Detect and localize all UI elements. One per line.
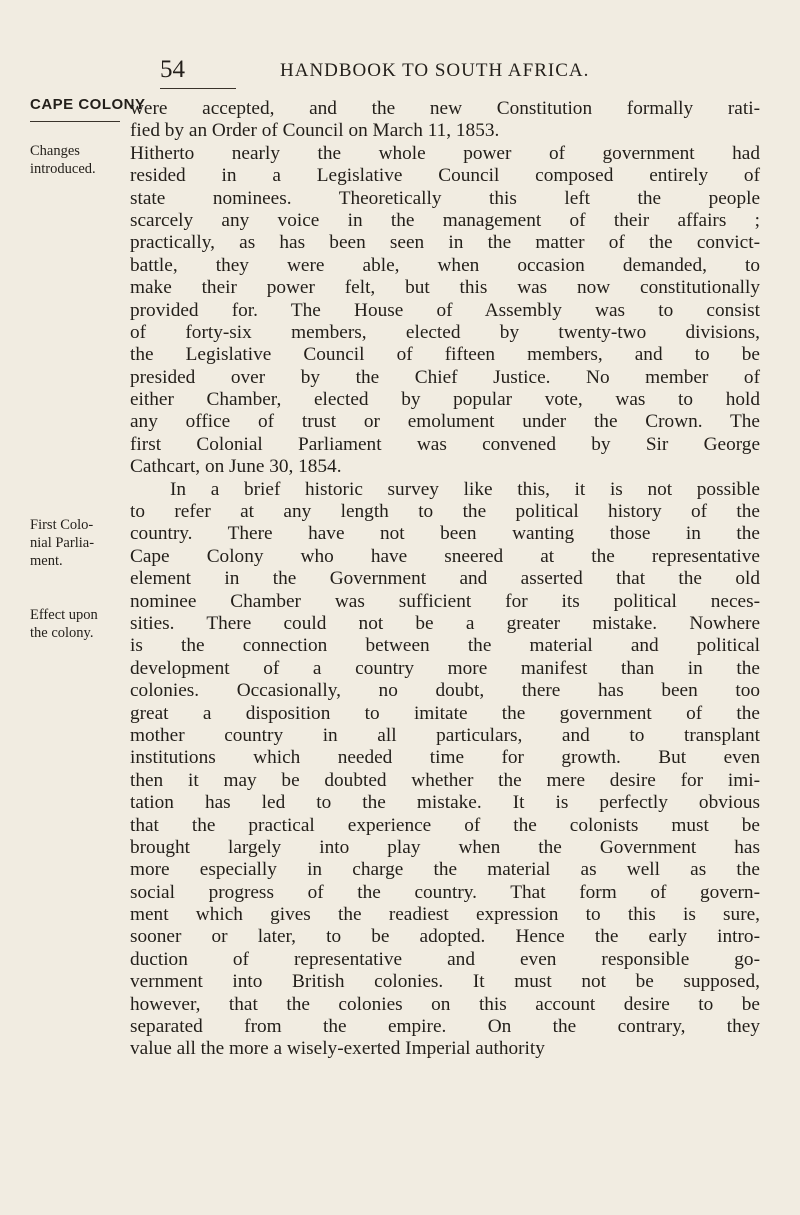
sidenote-line: the colony. [30,625,94,641]
text-line: state nominees. Theoretically this left the people [130,187,760,209]
text-line: that the practical experience of the colonists must be [130,814,760,836]
text-line: separated from the empire. On the contrary, they [130,1016,760,1038]
text-line: element in the Government and asserted that the old [130,568,760,590]
text-line: colonies. Occasionally, no doubt, there has been too [130,680,760,702]
text-line: first Colonial Parliament was convened by Sir George [130,433,760,455]
region-rule [30,121,120,122]
text-line: practically, as has been seen in the matter of the convict- [130,232,760,254]
text-line: value all the more a wisely-exerted Imperial authority [130,1038,545,1060]
text-line: development of a country more manifest than in the [130,657,760,679]
text-line: make their power felt, but this was now constitutionally [130,277,760,299]
text-line: sooner or later, to be adopted. Hence the early intro- [130,926,760,948]
text-line: battle, they were able, when occasion demanded, to [130,254,760,276]
text-line: is the connection between the material and political [130,635,760,657]
text-line: institutions which needed time for growth. But even [130,747,760,769]
text-line: fied by an Order of Council on March 11, 1853. [130,120,500,142]
body-text [130,98,760,1061]
text-line: country. There have not been wanting those in the [130,523,760,545]
sidenote-effect [30,606,122,642]
text-line: either Chamber, elected by popular vote, was to hold [130,389,760,411]
text-line: to refer at any length to the political history of the [130,501,760,523]
text-line: tation has led to the mistake. It is perfectly obvious [130,792,760,814]
text-line: Hitherto nearly the whole power of government had [130,142,760,164]
text-line: provided for. The House of Assembly was to consist [130,299,760,321]
text-line: presided over by the Chief Justice. No member of [130,366,760,388]
text-line: the Legislative Council of fifteen members, and to be [130,344,760,366]
text-line: social progress of the country. That form of govern- [130,881,760,903]
text-line: brought largely into play when the Government has [130,836,760,858]
text-line: duction of representative and even responsible go- [130,948,760,970]
page-header [160,55,760,85]
sidenote-line: First Colo- [30,517,94,533]
text-line: more especially in charge the material as well as the [130,859,760,881]
text-line: mother country in all particulars, and to transplant [130,724,760,746]
sidenote-line: Effect upon [30,607,98,623]
text-line: Cape Colony who have sneered at the representative [130,545,760,567]
text-line: Cathcart, on June 30, 1854. [130,456,342,478]
header-rule [160,88,236,89]
text-line: In a brief historic survey like this, it is not possible [170,478,760,500]
text-line: vernment into British colonies. It must not be supposed, [130,971,760,993]
sidenote-first-parliament [30,516,122,570]
page-number: 54 [160,56,185,83]
sidenote-line: nial Parlia- [30,535,95,551]
text-line: resided in a Legislative Council composed entirely of [130,165,760,187]
text-line: of forty-six members, elected by twenty-two divisions, [130,321,760,343]
sidenote-line: ment. [30,553,63,569]
sidenote-changes [30,142,122,178]
text-line: then it may be doubted whether the mere desire for imi- [130,769,760,791]
text-line: however, that the colonies on this account desire to be [130,993,760,1015]
text-line: sities. There could not be a greater mistake. Nowhere [130,612,760,634]
text-line: were accepted, and the new Constitution formally rati- [130,98,760,119]
text-line: any office of trust or emolument under the Crown. The [130,411,760,433]
text-line: scarcely any voice in the management of their affairs ; [130,209,760,231]
text-line: ment which gives the readiest expression to this is sure, [130,904,760,926]
region-label: CAPE COLONY [30,96,146,113]
text-line: great a disposition to imitate the government of the [130,702,760,724]
sidenote-line: introduced. [30,161,96,177]
running-title: HANDBOOK TO SOUTH AFRICA. [280,60,590,81]
text-line: nominee Chamber was sufficient for its political neces- [130,590,760,612]
sidenote-line: Changes [30,143,80,159]
